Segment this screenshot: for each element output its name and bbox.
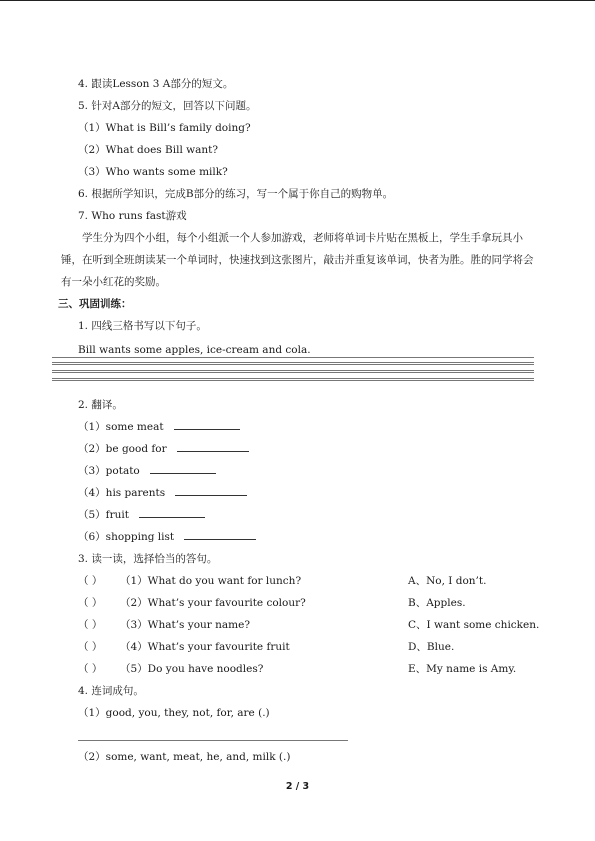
word-order-item: （2）some, want, meat, he, and, milk (.) <box>78 751 291 763</box>
item-6: 6. 根据所学知识，完成B部分的练习，写一个属于你自己的购物单。 <box>78 188 394 200</box>
page-number: 2 / 3 <box>285 781 310 792</box>
translation-label: （2）be good for <box>78 443 167 455</box>
exercise-1-title: 1. 四线三格书写以下句子。 <box>78 320 207 332</box>
exercise-1-sentence: Bill wants some apples, ice-cream and cola. <box>78 344 311 356</box>
translation-label: （6）shopping list <box>78 531 175 543</box>
answer-line[interactable] <box>78 740 348 741</box>
game-description: 学生分为四个小组，每个小组派一个人参加游戏，老师将单词卡片贴在黑板上，学生手拿玩具小锤，在听到全班朗读某一个单词时，快速找到这张图片，敲击并重复该单词，快者为胜。胜的同学将会有一朵小红花的奖励。 <box>61 232 534 288</box>
match-answer: C、I want some chicken. <box>408 619 540 631</box>
question-2: （2）What does Bill want? <box>78 144 219 156</box>
match-paren[interactable]: （ ） <box>78 597 103 609</box>
writing-line <box>52 370 534 373</box>
match-question: （1）What do you want for lunch? <box>120 575 302 587</box>
item-5: 5. 针对A部分的短文，回答以下问题。 <box>78 100 257 112</box>
word-order-item: （1）good, you, they, not, for, are (.) <box>78 707 270 719</box>
match-answer: B、Apples. <box>408 597 466 609</box>
match-answer: D、Blue. <box>408 641 455 653</box>
item-4: 4. 跟读Lesson 3 A部分的短文。 <box>78 78 234 90</box>
answer-blank[interactable] <box>174 420 240 430</box>
translation-item <box>78 442 249 456</box>
translation-label: （4）his parents <box>78 487 166 499</box>
match-question: （2）What’s your favourite colour? <box>120 597 306 609</box>
answer-blank[interactable] <box>175 486 247 496</box>
match-question: （4）What’s your favourite fruit <box>120 641 290 653</box>
section-heading: 三、巩固训练： <box>58 298 132 310</box>
match-paren[interactable]: （ ） <box>78 641 103 653</box>
match-answer: A、No, I don’t. <box>408 575 487 587</box>
writing-line <box>52 378 534 381</box>
question-1: （1）What is Bill’s family doing? <box>78 122 251 134</box>
answer-blank[interactable] <box>177 442 249 452</box>
match-question: （5）Do you have noodles? <box>120 663 264 675</box>
match-answer: E、My name is Amy. <box>408 663 517 675</box>
translation-item <box>78 508 205 522</box>
translation-item <box>78 420 240 434</box>
answer-blank[interactable] <box>150 464 216 474</box>
exercise-2-title: 2. 翻译。 <box>78 399 123 411</box>
match-paren[interactable]: （ ） <box>78 619 103 631</box>
translation-item <box>78 486 247 500</box>
writing-line <box>52 357 534 358</box>
item-7: 7. Who runs fast游戏 <box>78 210 187 222</box>
match-paren[interactable]: （ ） <box>78 575 103 587</box>
match-paren[interactable]: （ ） <box>78 663 103 675</box>
answer-blank[interactable] <box>184 530 256 540</box>
translation-item <box>78 530 256 544</box>
translation-item <box>78 464 216 478</box>
translation-label: （1）some meat <box>78 421 164 433</box>
writing-line <box>52 362 534 365</box>
page-top-border <box>0 0 595 1</box>
exercise-3-title: 3. 读一读，选择恰当的答句。 <box>78 553 218 565</box>
exercise-4-title: 4. 连词成句。 <box>78 685 144 697</box>
answer-blank[interactable] <box>139 508 205 518</box>
translation-label: （3）potato <box>78 465 140 477</box>
translation-label: （5）fruit <box>78 509 129 521</box>
question-3: （3）Who wants some milk? <box>78 166 228 178</box>
match-question: （3）What’s your name? <box>120 619 250 631</box>
